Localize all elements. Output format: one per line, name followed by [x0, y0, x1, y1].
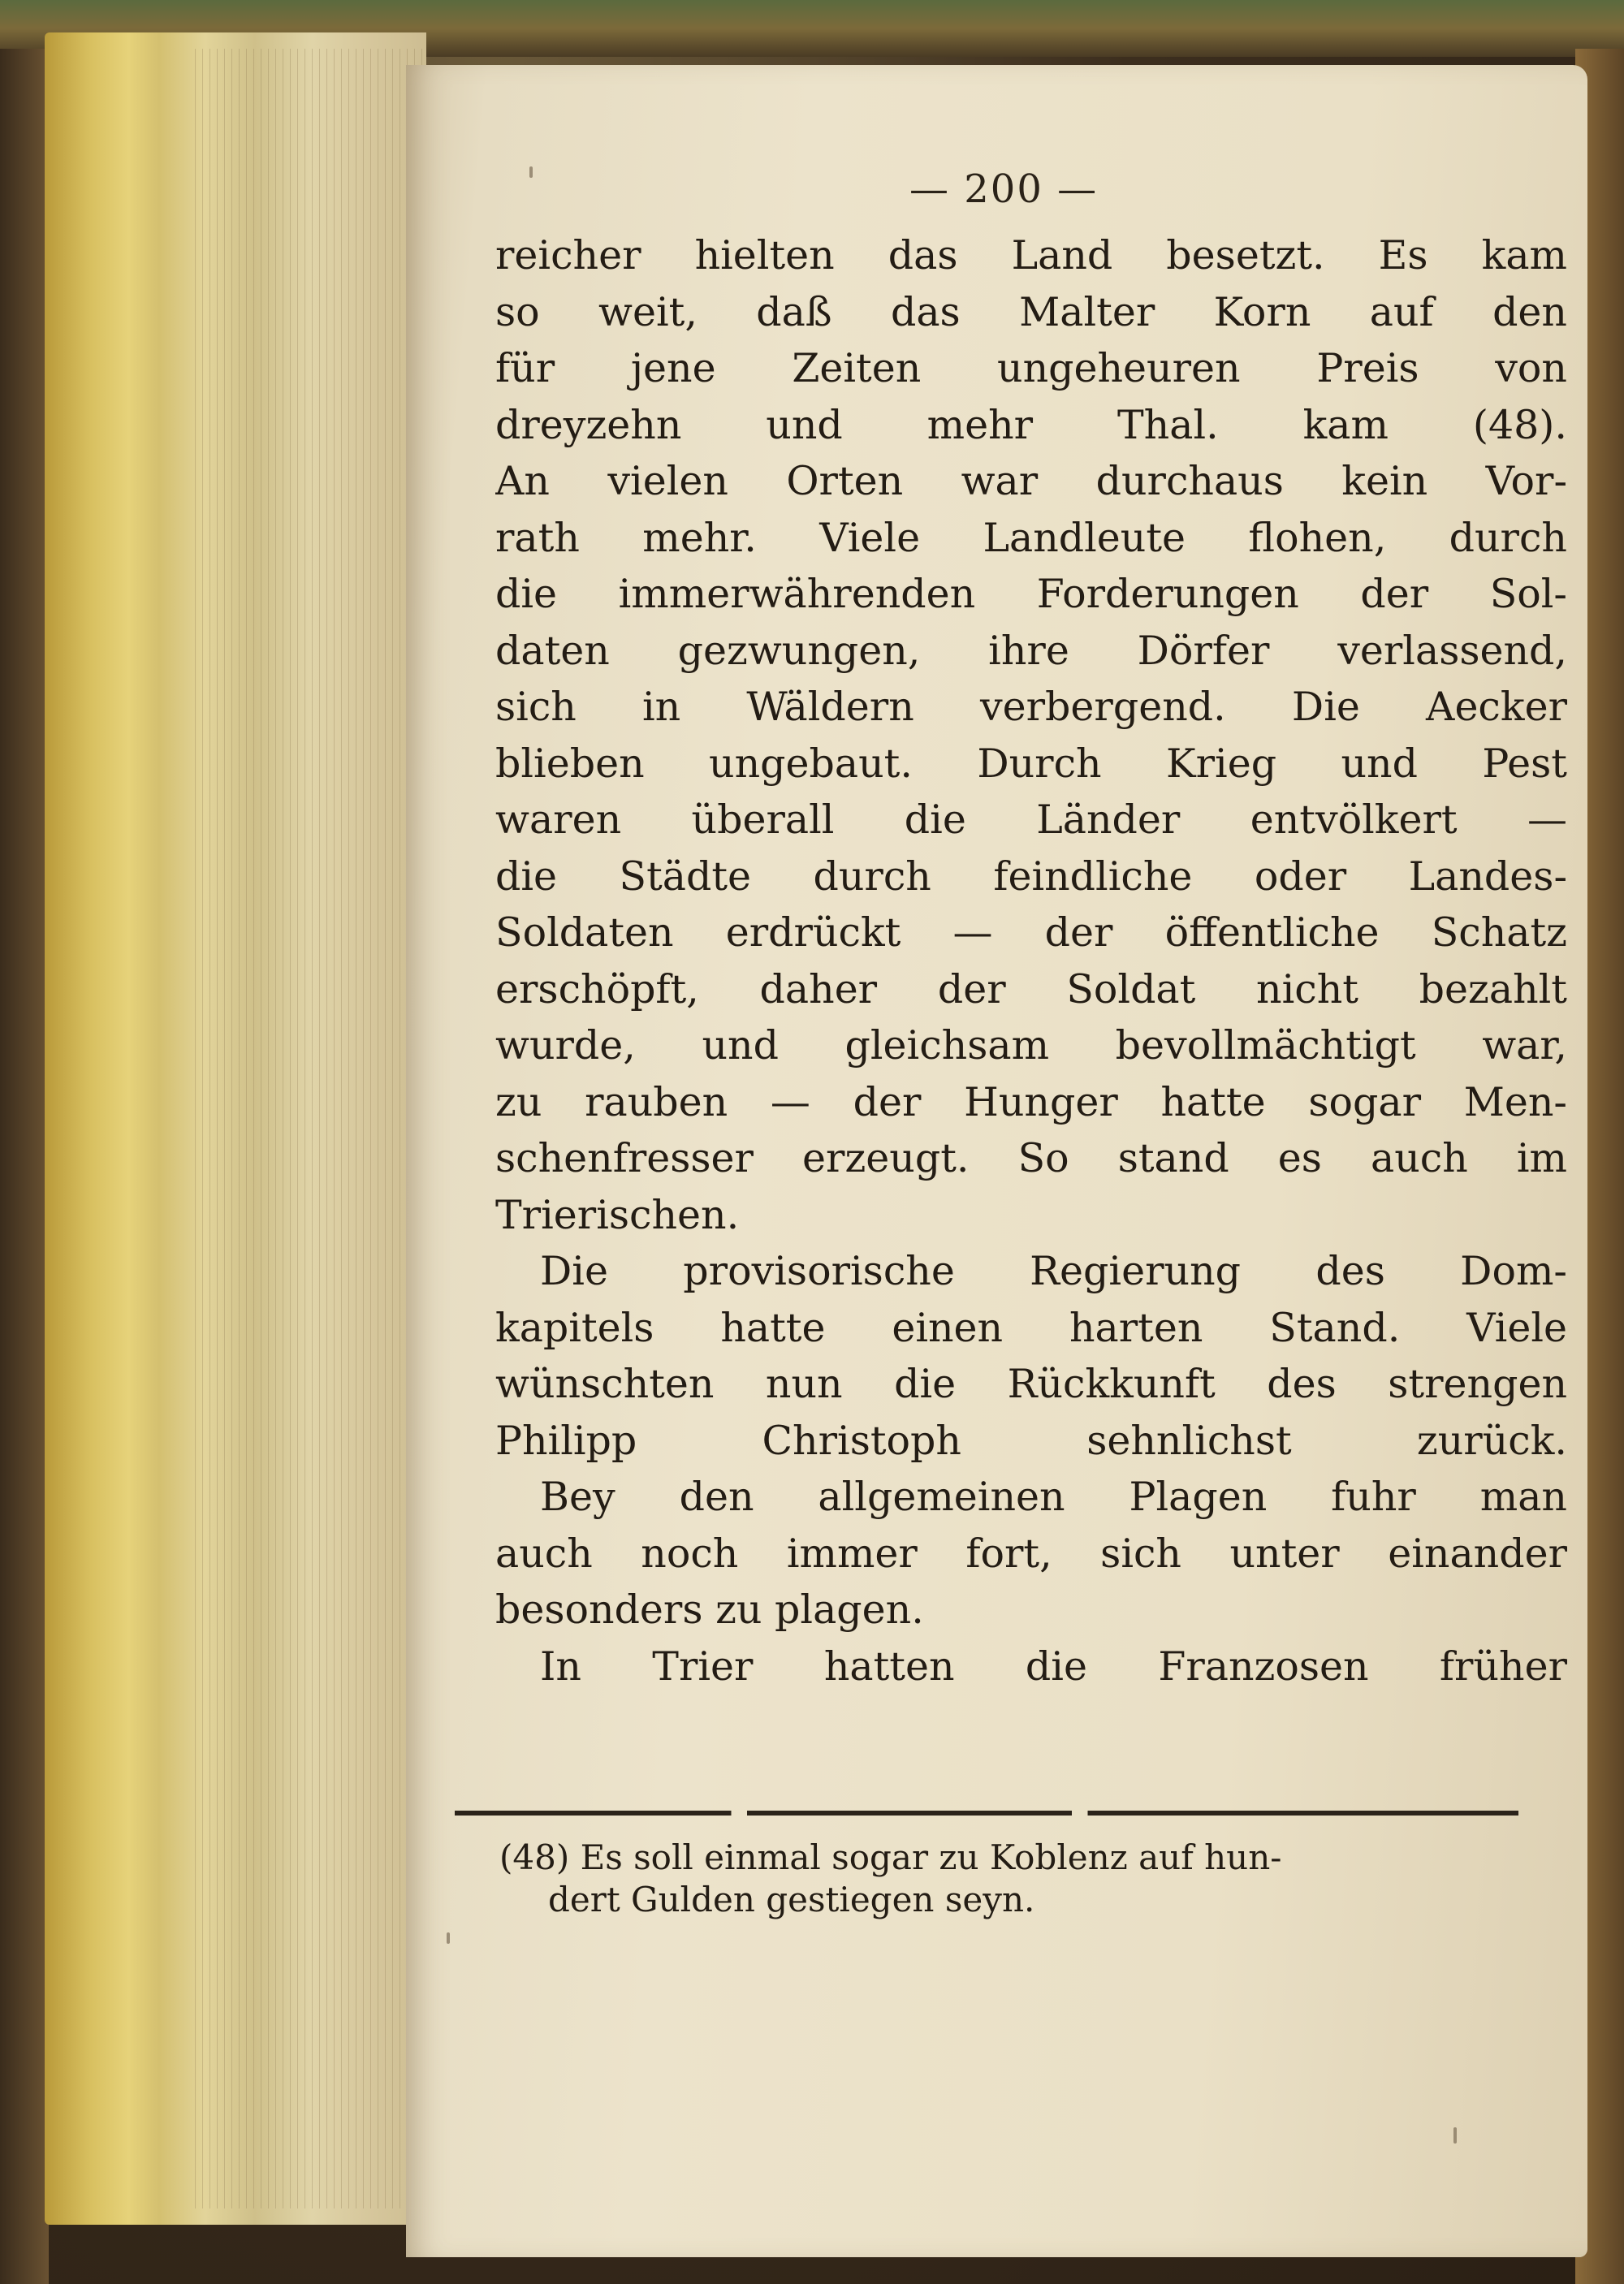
text-line: die Städte durch feindliche oder Landes-	[495, 853, 1567, 900]
text-line: rath mehr. Viele Landleute flohen, durch	[495, 514, 1567, 561]
footnote	[499, 1837, 1563, 1921]
text-line: daten gezwungen, ihre Dörfer verlassend,	[495, 627, 1567, 674]
text-line: blieben ungebaut. Durch Krieg und Pest	[495, 740, 1567, 787]
text-line: besonders zu plagen.	[495, 1587, 924, 1633]
footnote-line: dert Gulden gestiegen seyn.	[548, 1880, 1035, 1919]
text-line: waren überall die Länder entvölkert —	[495, 797, 1567, 843]
text-line: dreyzehn und mehr Thal. kam (48).	[495, 401, 1567, 448]
page-speck	[447, 1932, 450, 1944]
text-line: erschöpft, daher der Soldat nicht bezahlt	[495, 965, 1567, 1012]
text-line: Philipp Christoph sehnlichst zurück.	[495, 1417, 1567, 1464]
text-line: wünschten nun die Rückkunft des strengen	[495, 1361, 1567, 1407]
page-number: — 200 —	[909, 166, 1099, 212]
page-speck	[1453, 2127, 1457, 2144]
text-line: In Trier hatten die Franzosen früher	[540, 1643, 1567, 1690]
text-line: kapitels hatte einen harten Stand. Viele	[495, 1304, 1567, 1351]
text-line: Soldaten erdrückt — der öffentliche Schatz	[495, 909, 1567, 956]
text-line: sich in Wäldern verbergend. Die Aecker	[495, 684, 1567, 730]
text-line: die immerwährenden Forderungen der Sol-	[495, 571, 1567, 617]
body-text	[495, 227, 1567, 1695]
text-line: An vielen Orten war durchaus kein Vor-	[495, 458, 1567, 504]
text-line: wurde, und gleichsam bevollmächtigt war,	[495, 1022, 1567, 1069]
book-cover-left	[0, 49, 49, 2284]
text-line: für jene Zeiten ungeheuren Preis von	[495, 345, 1567, 391]
text-line: Bey den allgemeinen Plagen fuhr man	[540, 1474, 1567, 1520]
text-line: Trierischen.	[495, 1191, 740, 1238]
text-line: zu rauben — der Hunger hatte sogar Men-	[495, 1078, 1567, 1125]
text-line: reicher hielten das Land besetzt. Es kam	[495, 232, 1567, 278]
page-edges-lines	[195, 49, 422, 2208]
text-line: schenfresser erzeugt. So stand es auch im	[495, 1135, 1567, 1181]
page-speck	[529, 166, 533, 178]
text-line: Die provisorische Regierung des Dom-	[540, 1248, 1567, 1294]
footnote-rule	[455, 1811, 1518, 1816]
footnote-line: (48) Es soll einmal sogar zu Koblenz auf hun-	[499, 1837, 1282, 1877]
text-line: so weit, daß das Malter Korn auf den	[495, 288, 1567, 335]
text-line: auch noch immer fort, sich unter einander	[495, 1530, 1567, 1577]
